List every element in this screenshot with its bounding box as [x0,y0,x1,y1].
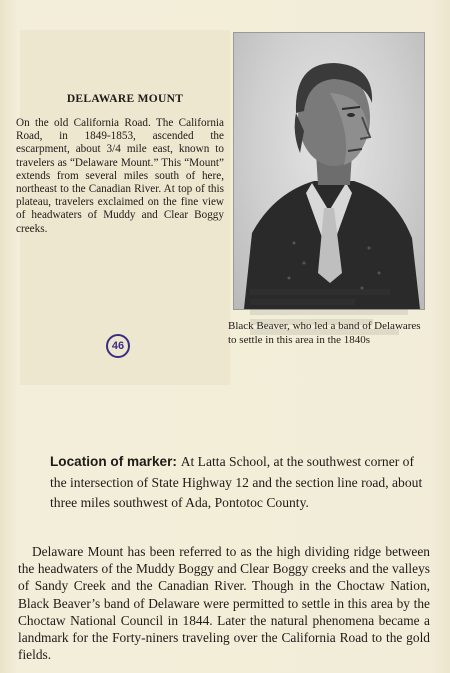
location-label: Location of marker: [50,454,181,469]
photo-caption: Black Beaver, who led a band of Delawares to settle in this area in the 1840s [228,320,421,346]
marker-inscription: On the old California Road. The California Road, in 1849-1853, ascended the escarpment, about 3/4 mile east, known to travelers as “Delaware Mount.” This “Mount” extends from several miles south of here, northeast to the Canadian River. At top of this plateau, travelers exclaimed on the fine view of headwaters of Muddy and Clear Boggy creeks. [16,117,224,235]
marker-title: DELAWARE MOUNT [66,93,184,105]
marker-location [50,452,425,514]
portrait-photo [233,32,425,310]
location-text: At Latta School, at the southwest corner of the intersection of State Highway 12 and the section line road, about three miles southwest of Ada, Pontotoc County. [50,454,423,510]
bleed-through-texture [250,285,425,445]
marker-number-badge: 46 [106,334,130,358]
portrait-illustration [234,33,424,309]
history-paragraph: Delaware Mount has been referred to as the high dividing ridge between the headwaters of the Muddy Boggy and Clear Boggy creeks and the valleys of Sandy Creek and the Canadian River. Though in the Choctaw Nation, Black Beaver’s band of Delaware were permitted to settle in this area by the Choctaw National Council in 1844. Later the natural phenomena became a landmark for the Forty-niners traveling over the California Road to the gold fields. [18,544,430,663]
